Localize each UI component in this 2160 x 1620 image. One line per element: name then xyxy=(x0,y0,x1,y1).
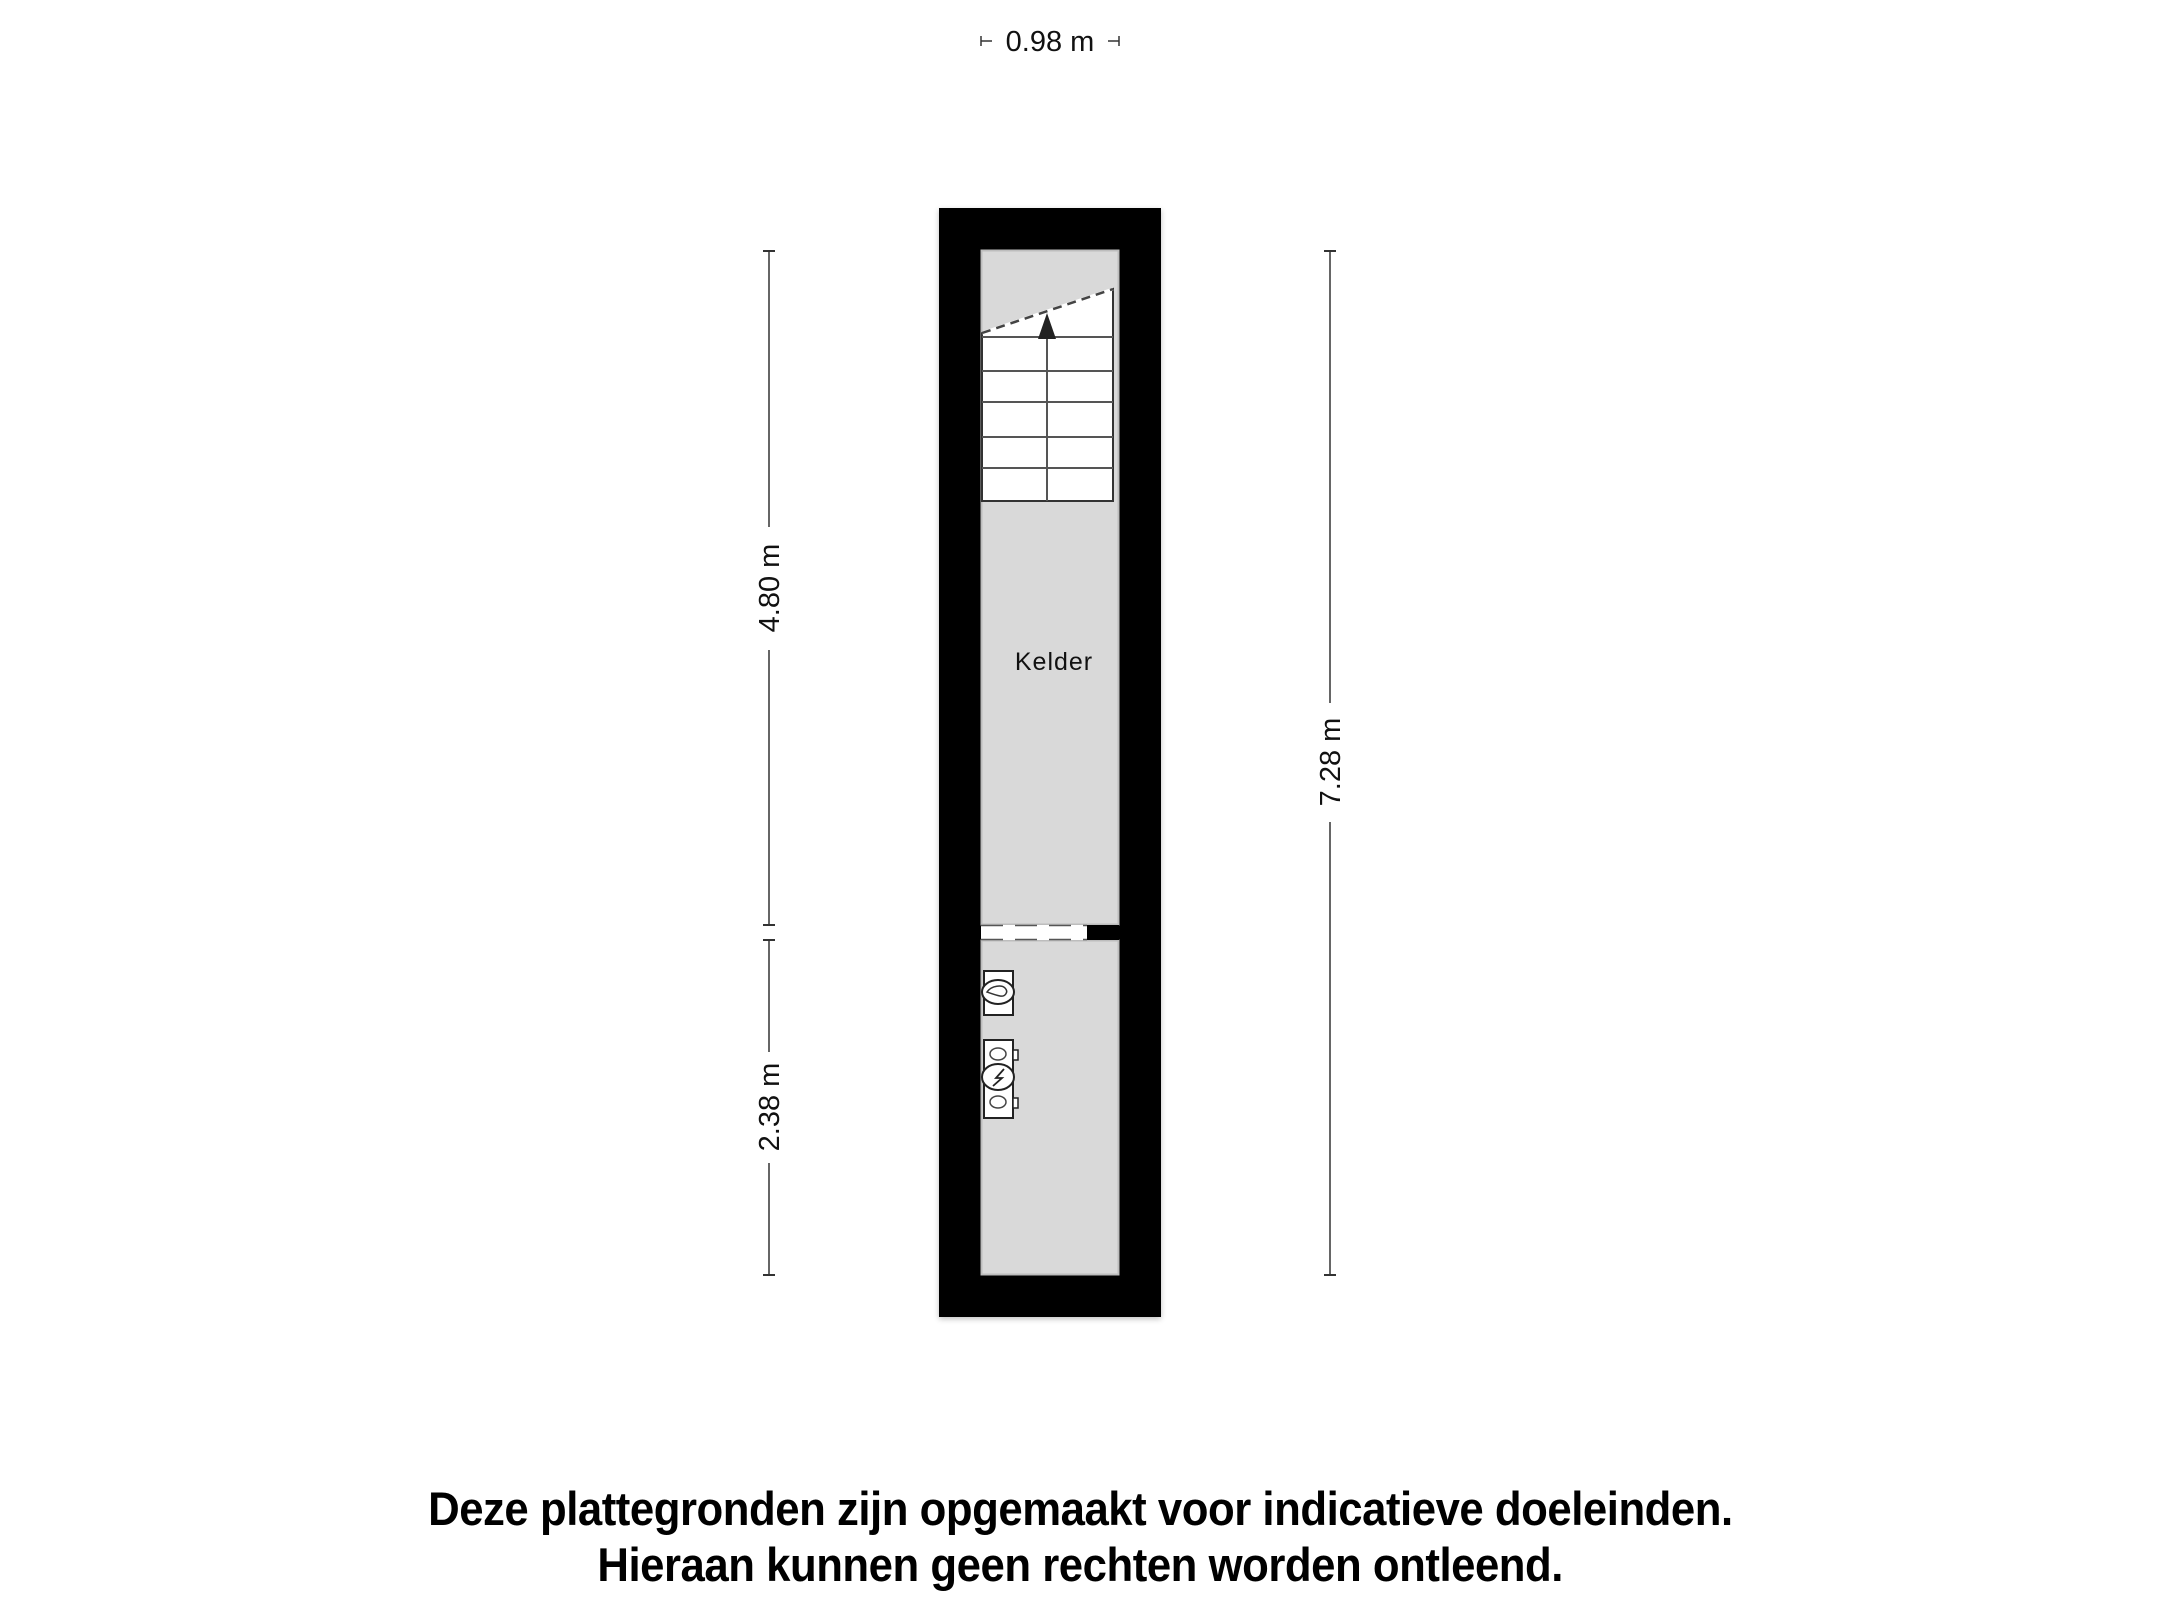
dimension-label-top: 0.98 m xyxy=(1005,26,1095,58)
dimension-label-right: 7.28 m xyxy=(1315,717,1347,807)
disclaimer-text-1: Deze plattegronden zijn opgemaakt voor indicatieve doeleinden. xyxy=(427,1482,1733,1535)
dimension-top-width xyxy=(981,26,1119,58)
door-opening xyxy=(981,925,1087,940)
room-label-kelder: Kelder xyxy=(1014,648,1094,676)
disclaimer-line-2 xyxy=(0,1537,2160,1593)
dimension-left xyxy=(754,251,786,1275)
gas-meter-icon xyxy=(982,971,1014,1015)
dimension-label-left-upper: 4.80 m xyxy=(754,543,786,633)
disclaimer-line-1 xyxy=(0,1481,2160,1537)
electric-meter-icon xyxy=(982,1040,1018,1118)
dimension-label-left-lower: 2.38 m xyxy=(754,1062,786,1152)
dimension-right xyxy=(1315,251,1347,1275)
disclaimer-text-2: Hieraan kunnen geen rechten worden ontleend. xyxy=(597,1538,1563,1591)
